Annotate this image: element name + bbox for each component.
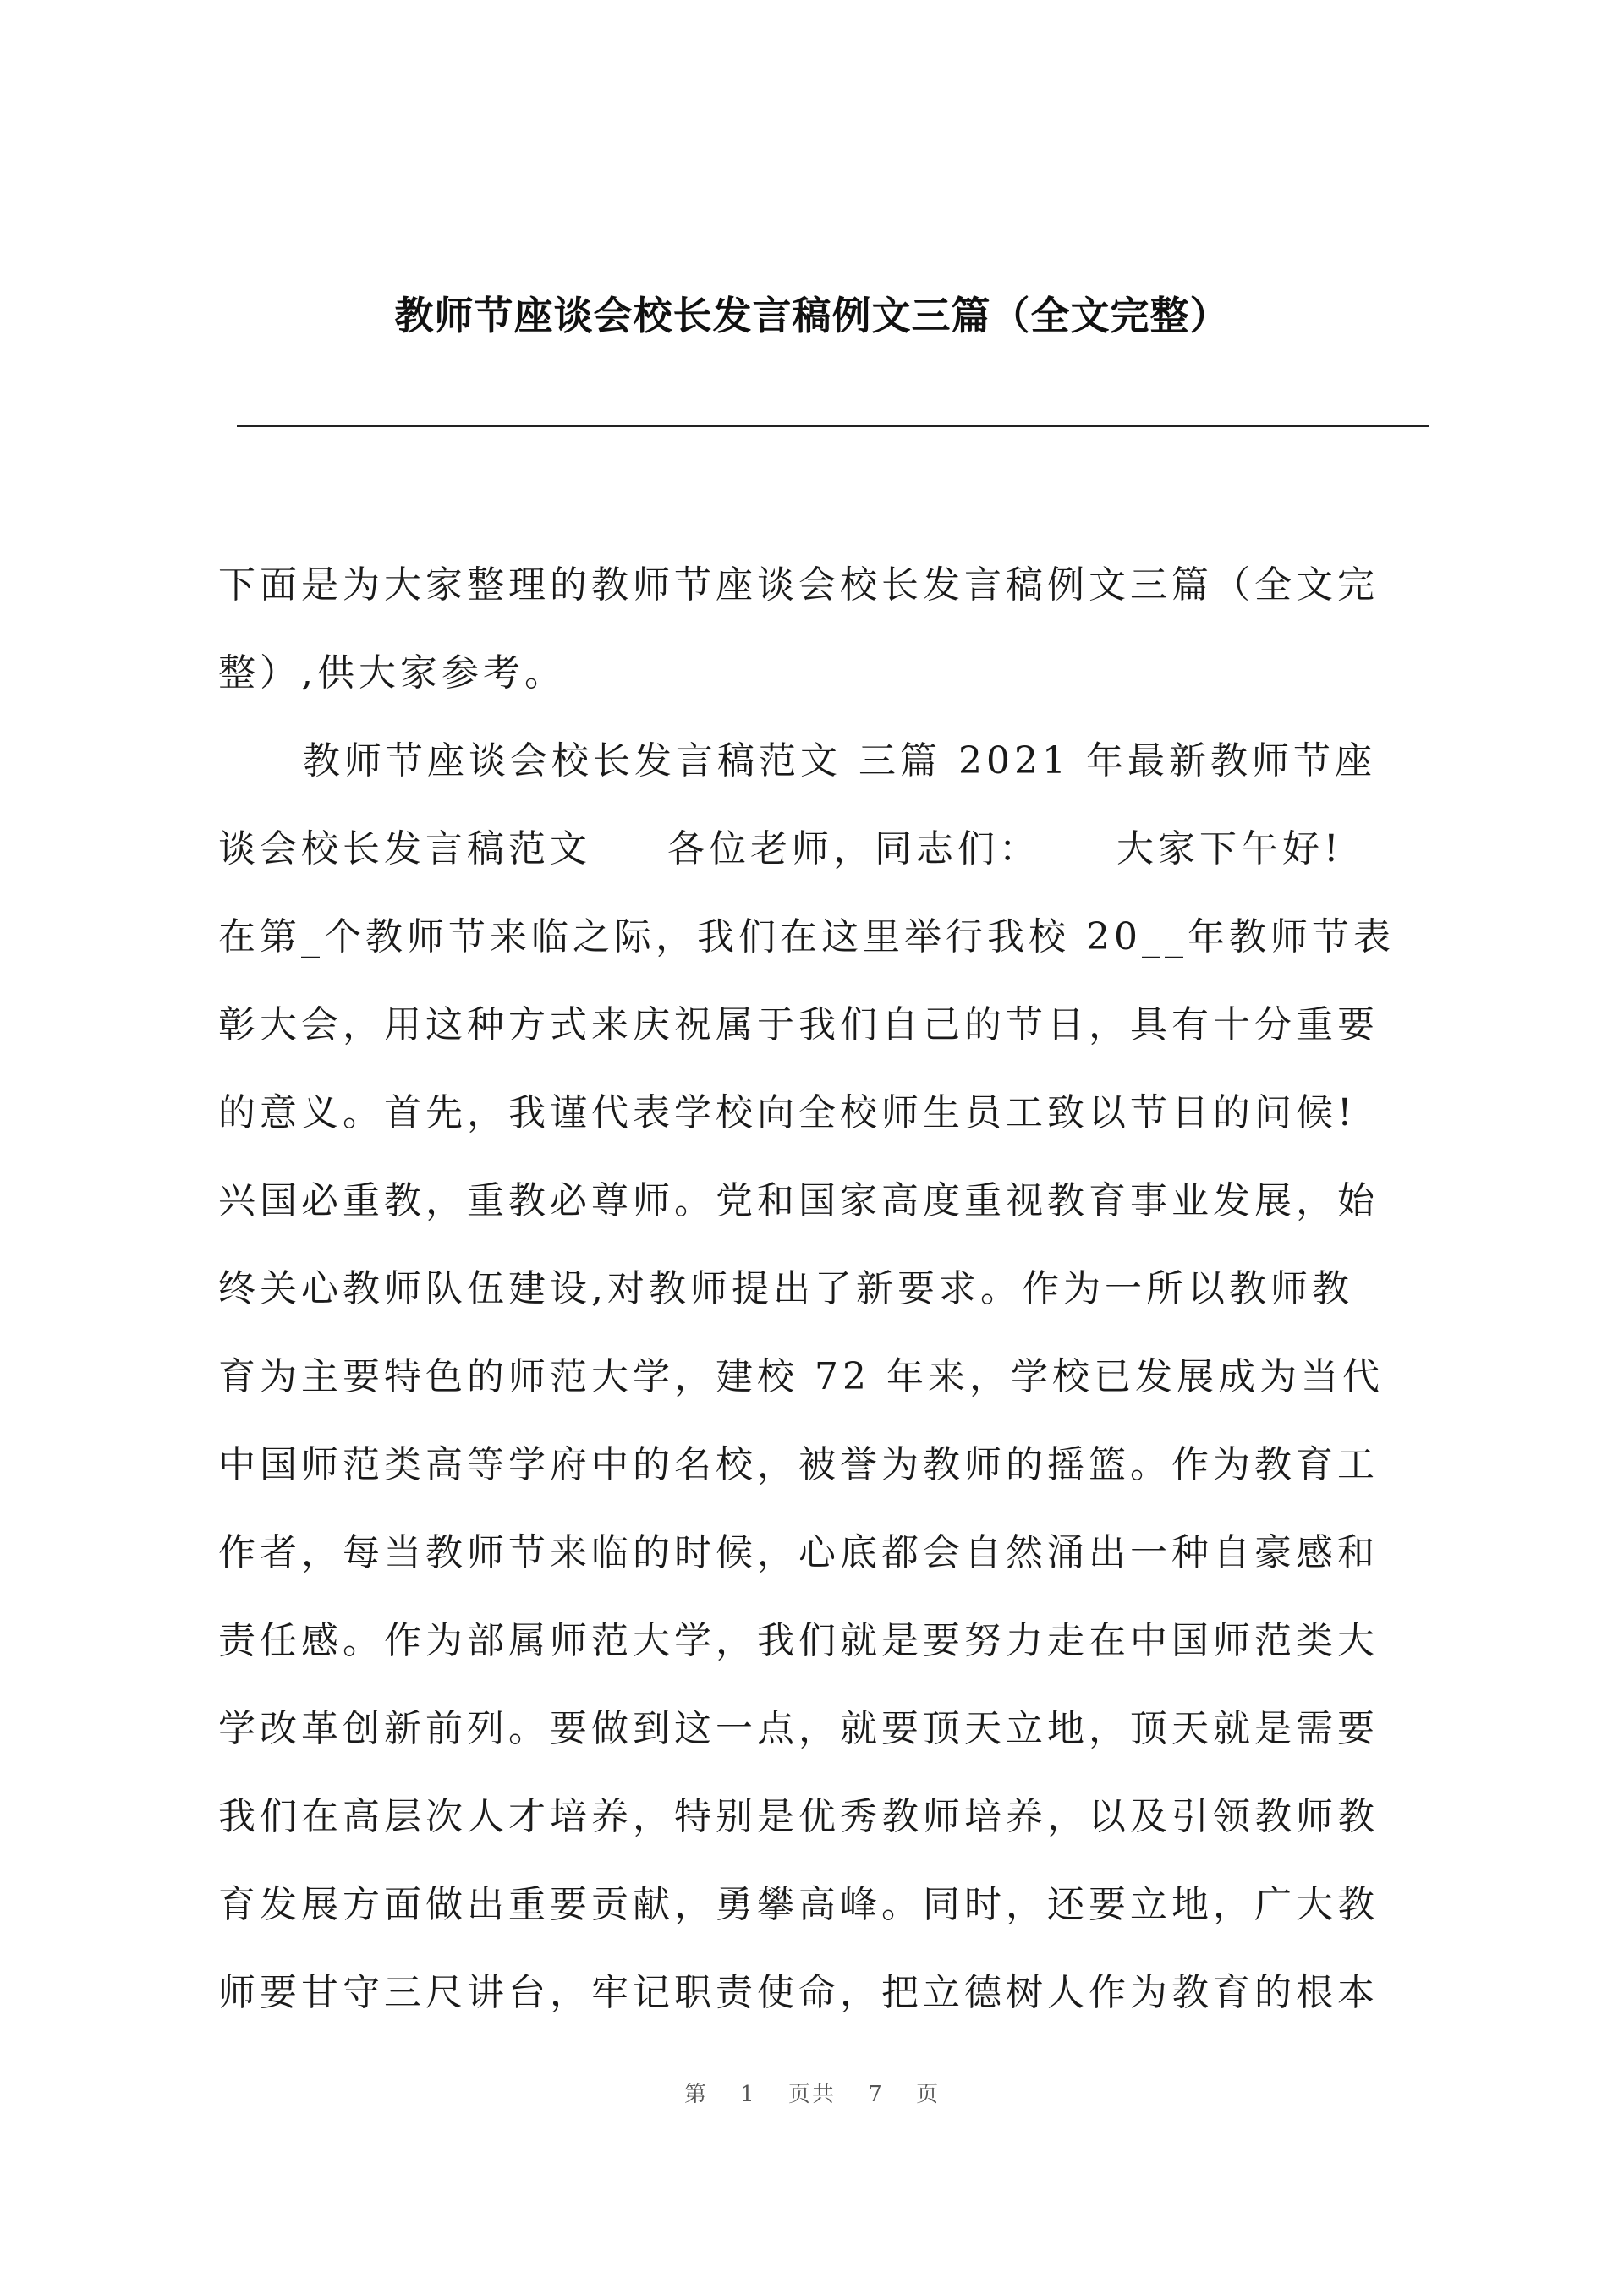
text-line: 育发展方面做出重要贡献，勇攀高峰。同时，还要立地，广大教 [218, 1883, 1379, 1926]
text-line: 下面是为大家整理的教师节座谈会校长发言稿例文三篇（全文完 [218, 563, 1379, 607]
text-line: 中国师范类高等学府中的名校，被誉为教师的摇篮。作为教育工 [218, 1443, 1379, 1486]
document-body [218, 541, 1428, 2037]
text-line: 教师节座谈会校长发言稿范文 三篇 2021 年最新教师节座 [303, 739, 1376, 782]
text-line: 责任感。作为部属师范大学，我们就是要努力走在中国师范类大 [218, 1619, 1379, 1662]
page-label-suffix: 页 [916, 2082, 941, 2107]
text-line: 学改革创新前列。要做到这一点，就要顶天立地，顶天就是需要 [218, 1707, 1379, 1750]
text-line: 作者，每当教师节来临的时候，心底都会自然涌出一种自豪感和 [218, 1531, 1379, 1574]
title-divider [237, 425, 1429, 431]
text-line: 兴国必重教，重教必尊师。党和国家高度重视教育事业发展，始 [218, 1179, 1379, 1222]
text-line: 谈会校长发言稿范文 各位老师，同志们： 大家下午好! [218, 827, 1343, 870]
text-line: 师要甘守三尺讲台，牢记职责使命，把立德树人作为教育的根本 [218, 1971, 1379, 2014]
text-line: 我们在高层次人才培养，特别是优秀教师培养，以及引领教师教 [218, 1795, 1379, 1838]
page-footer [0, 2077, 1624, 2108]
text-line: 育为主要特色的师范大学，建校 72 年来，学校已发展成为当代 [218, 1355, 1384, 1398]
page-title: 教师节座谈会校长发言稿例文三篇（全文完整） [394, 293, 1230, 338]
total-pages-number: 7 [868, 2082, 884, 2107]
text-line: 整）,供大家参考。 [218, 651, 566, 695]
page-label-mid: 页共 [787, 2082, 836, 2107]
page-label-prefix: 第 [683, 2082, 708, 2107]
text-line: 在第_个教师节来临之际，我们在这里举行我校 20__年教师节表 [218, 915, 1395, 958]
text-line: 的意义。首先，我谨代表学校向全校师生员工致以节日的问候! [218, 1091, 1357, 1134]
text-line: 终关心教师队伍建设,对教师提出了新要求。作为一所以教师教 [218, 1267, 1353, 1310]
text-line: 彰大会，用这种方式来庆祝属于我们自己的节日，具有十分重要 [218, 1003, 1379, 1046]
current-page-number: 1 [740, 2082, 756, 2107]
